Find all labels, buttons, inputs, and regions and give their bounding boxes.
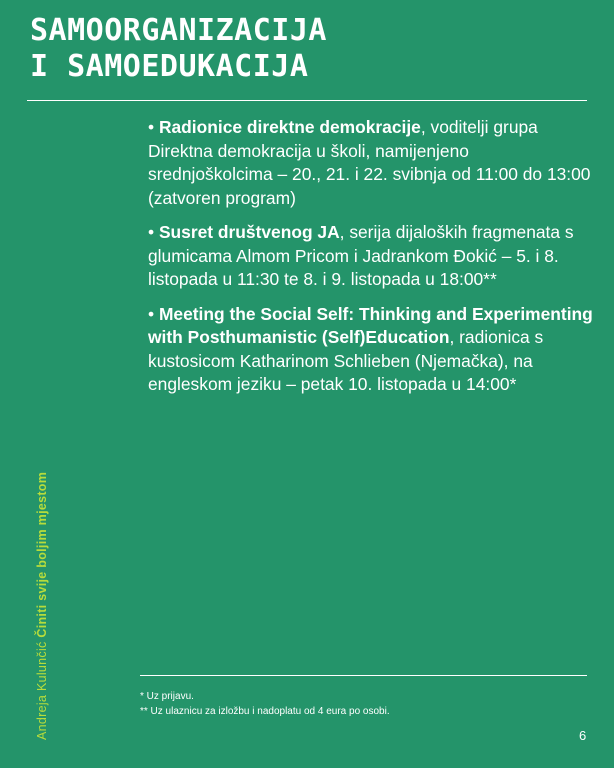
program-item [148,303,598,397]
program-item [148,221,598,292]
page-title [30,13,327,85]
work-title: Činiti svije boljim mjestom [35,471,49,638]
footnote: ** Uz ulaznicu za izložbu i nadoplatu od 4 eura po osobi. [140,706,390,717]
program-item-title: Meeting the Social Self: Thinking and Experimenting with Posthumanistic (Self)Education [148,303,593,347]
program-item [148,116,598,210]
page-title-line-1: SAMOORGANIZACIJA [30,13,327,48]
program-item-title: Radionice direktne demokracije [158,117,421,137]
top-divider [27,100,587,101]
bullet: • [148,222,155,242]
program-item-text: , serija dijaloških fragmenata s glumicama Almom Pricom i Jadrankom Đokić – 5. i 8. listopada u 11:30 te 8. i 9. listopada u 18:00** [148,222,574,289]
footnote: * Uz prijavu. [140,691,194,702]
bullet: • [148,303,155,324]
footnote-divider [140,675,587,676]
author-name: Andreja Kulunčić [35,641,49,740]
footnotes [140,689,390,719]
bullet: • [148,117,155,137]
program-item-title: Susret društvenog JA [158,222,340,242]
program-list [148,116,598,408]
vertical-running-title [35,472,49,740]
page-title-line-2: I SAMOEDUKACIJA [30,49,309,84]
program-item-text: , radionica s kustosicom Katharinom Schlieben (Njemačka), na engleskom jeziku – petak 10. listopada u 14:00* [148,327,544,394]
page-number: 6 [579,728,587,743]
program-item-text: , voditelji grupa Direktna demokracija u školi, namijenjeno srednjoškolcima – 20., 21. i 22. svibnja od 11:00 do 13:00 (zatvoren program) [148,117,591,208]
